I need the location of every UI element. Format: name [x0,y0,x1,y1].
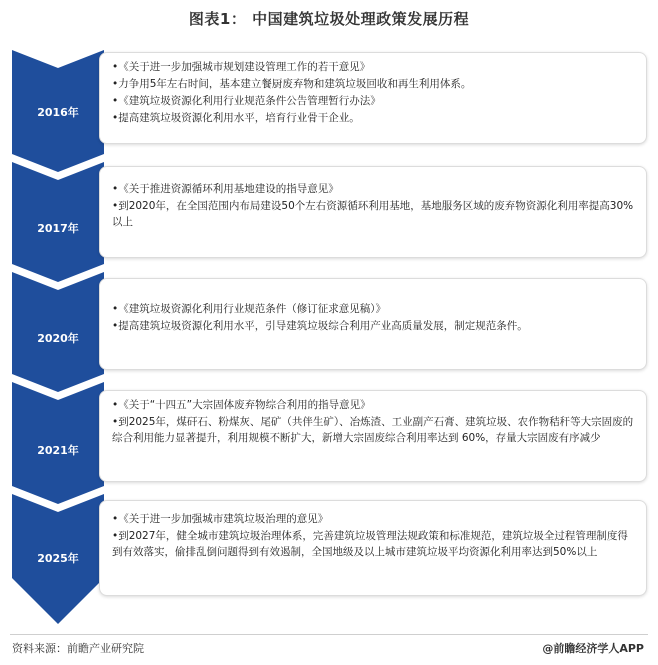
card-line: •提高建筑垃圾资源化利用水平，培育行业骨干企业。 [112,112,360,124]
card-line: •《建筑垃圾资源化利用行业规范条件（修订征求意见稿）》 [112,303,386,315]
card-line: •《建筑垃圾资源化利用行业规范条件公告管理暂行办法》 [112,95,381,107]
timeline-year: 2025年 [37,552,79,565]
card-line: •《关于进一步加强城市规划建设管理工作的若干意见》 [112,61,371,73]
timeline-chevron-2021 [12,382,104,504]
timeline-chevron-2025 [12,494,104,624]
timeline-year: 2020年 [37,332,79,345]
source-note: 资料来源：前瞻产业研究院 [12,642,144,655]
timeline-year: 2021年 [37,444,79,457]
timeline-card-2016 [99,52,647,144]
brand-label: @前瞻经济学人APP [542,642,644,655]
card-line: •到2020年，在全国范围内布局建设50个左右资源循环利用基地，基地服务区域的废弃物资源化利用率提高30%以上 [112,200,634,228]
timeline-chevron-2020 [12,272,104,392]
timeline-chevron-2017 [12,162,104,282]
timeline-card-2021 [99,390,647,482]
card-line: •到2027年，健全城市建筑垃圾治理体系，完善建筑垃圾管理法规政策和标准规范，建筑垃圾全过程管理制度得到有效落实，偷排乱倒问题得到有效遏制，全国地级及以上城市建筑垃圾平均资源化利用率达到50%以上 [112,530,628,558]
footer-divider [10,634,648,635]
timeline-card-2017 [99,166,647,258]
timeline-year: 2016年 [37,106,79,119]
card-line: •到2025年，煤矸石、粉煤灰、尾矿（共伴生矿）、冶炼渣、工业副产石膏、建筑垃圾、农作物秸秆等大宗固废的综合利用能力显著提升，利用规模不断扩大，新增大宗固废综合利用率达到 60%，存量大宗固废有序减少 [112,416,634,444]
brand-credit [542,640,644,656]
card-line: •《关于进一步加强城市建筑垃圾治理的意见》 [112,513,329,525]
timeline-card-2020 [99,278,647,370]
card-line: •提高建筑垃圾资源化利用水平，引导建筑垃圾综合利用产业高质量发展，制定规范条件。 [112,320,528,332]
timeline-chevron-2016 [12,50,104,172]
timeline-year: 2017年 [37,222,79,235]
timeline-card-2025 [99,500,647,596]
card-line: •《关于推进资源循环利用基地建设的指导意见》 [112,183,339,195]
card-line: •《关于“十四五”大宗固体废弃物综合利用的指导意见》 [112,399,371,411]
page-title: 图表1： 中国建筑垃圾处理政策发展历程 [188,10,470,28]
card-line: •力争用5年左右时间，基本建立餐厨废弃物和建筑垃圾回收和再生利用体系。 [112,78,472,90]
